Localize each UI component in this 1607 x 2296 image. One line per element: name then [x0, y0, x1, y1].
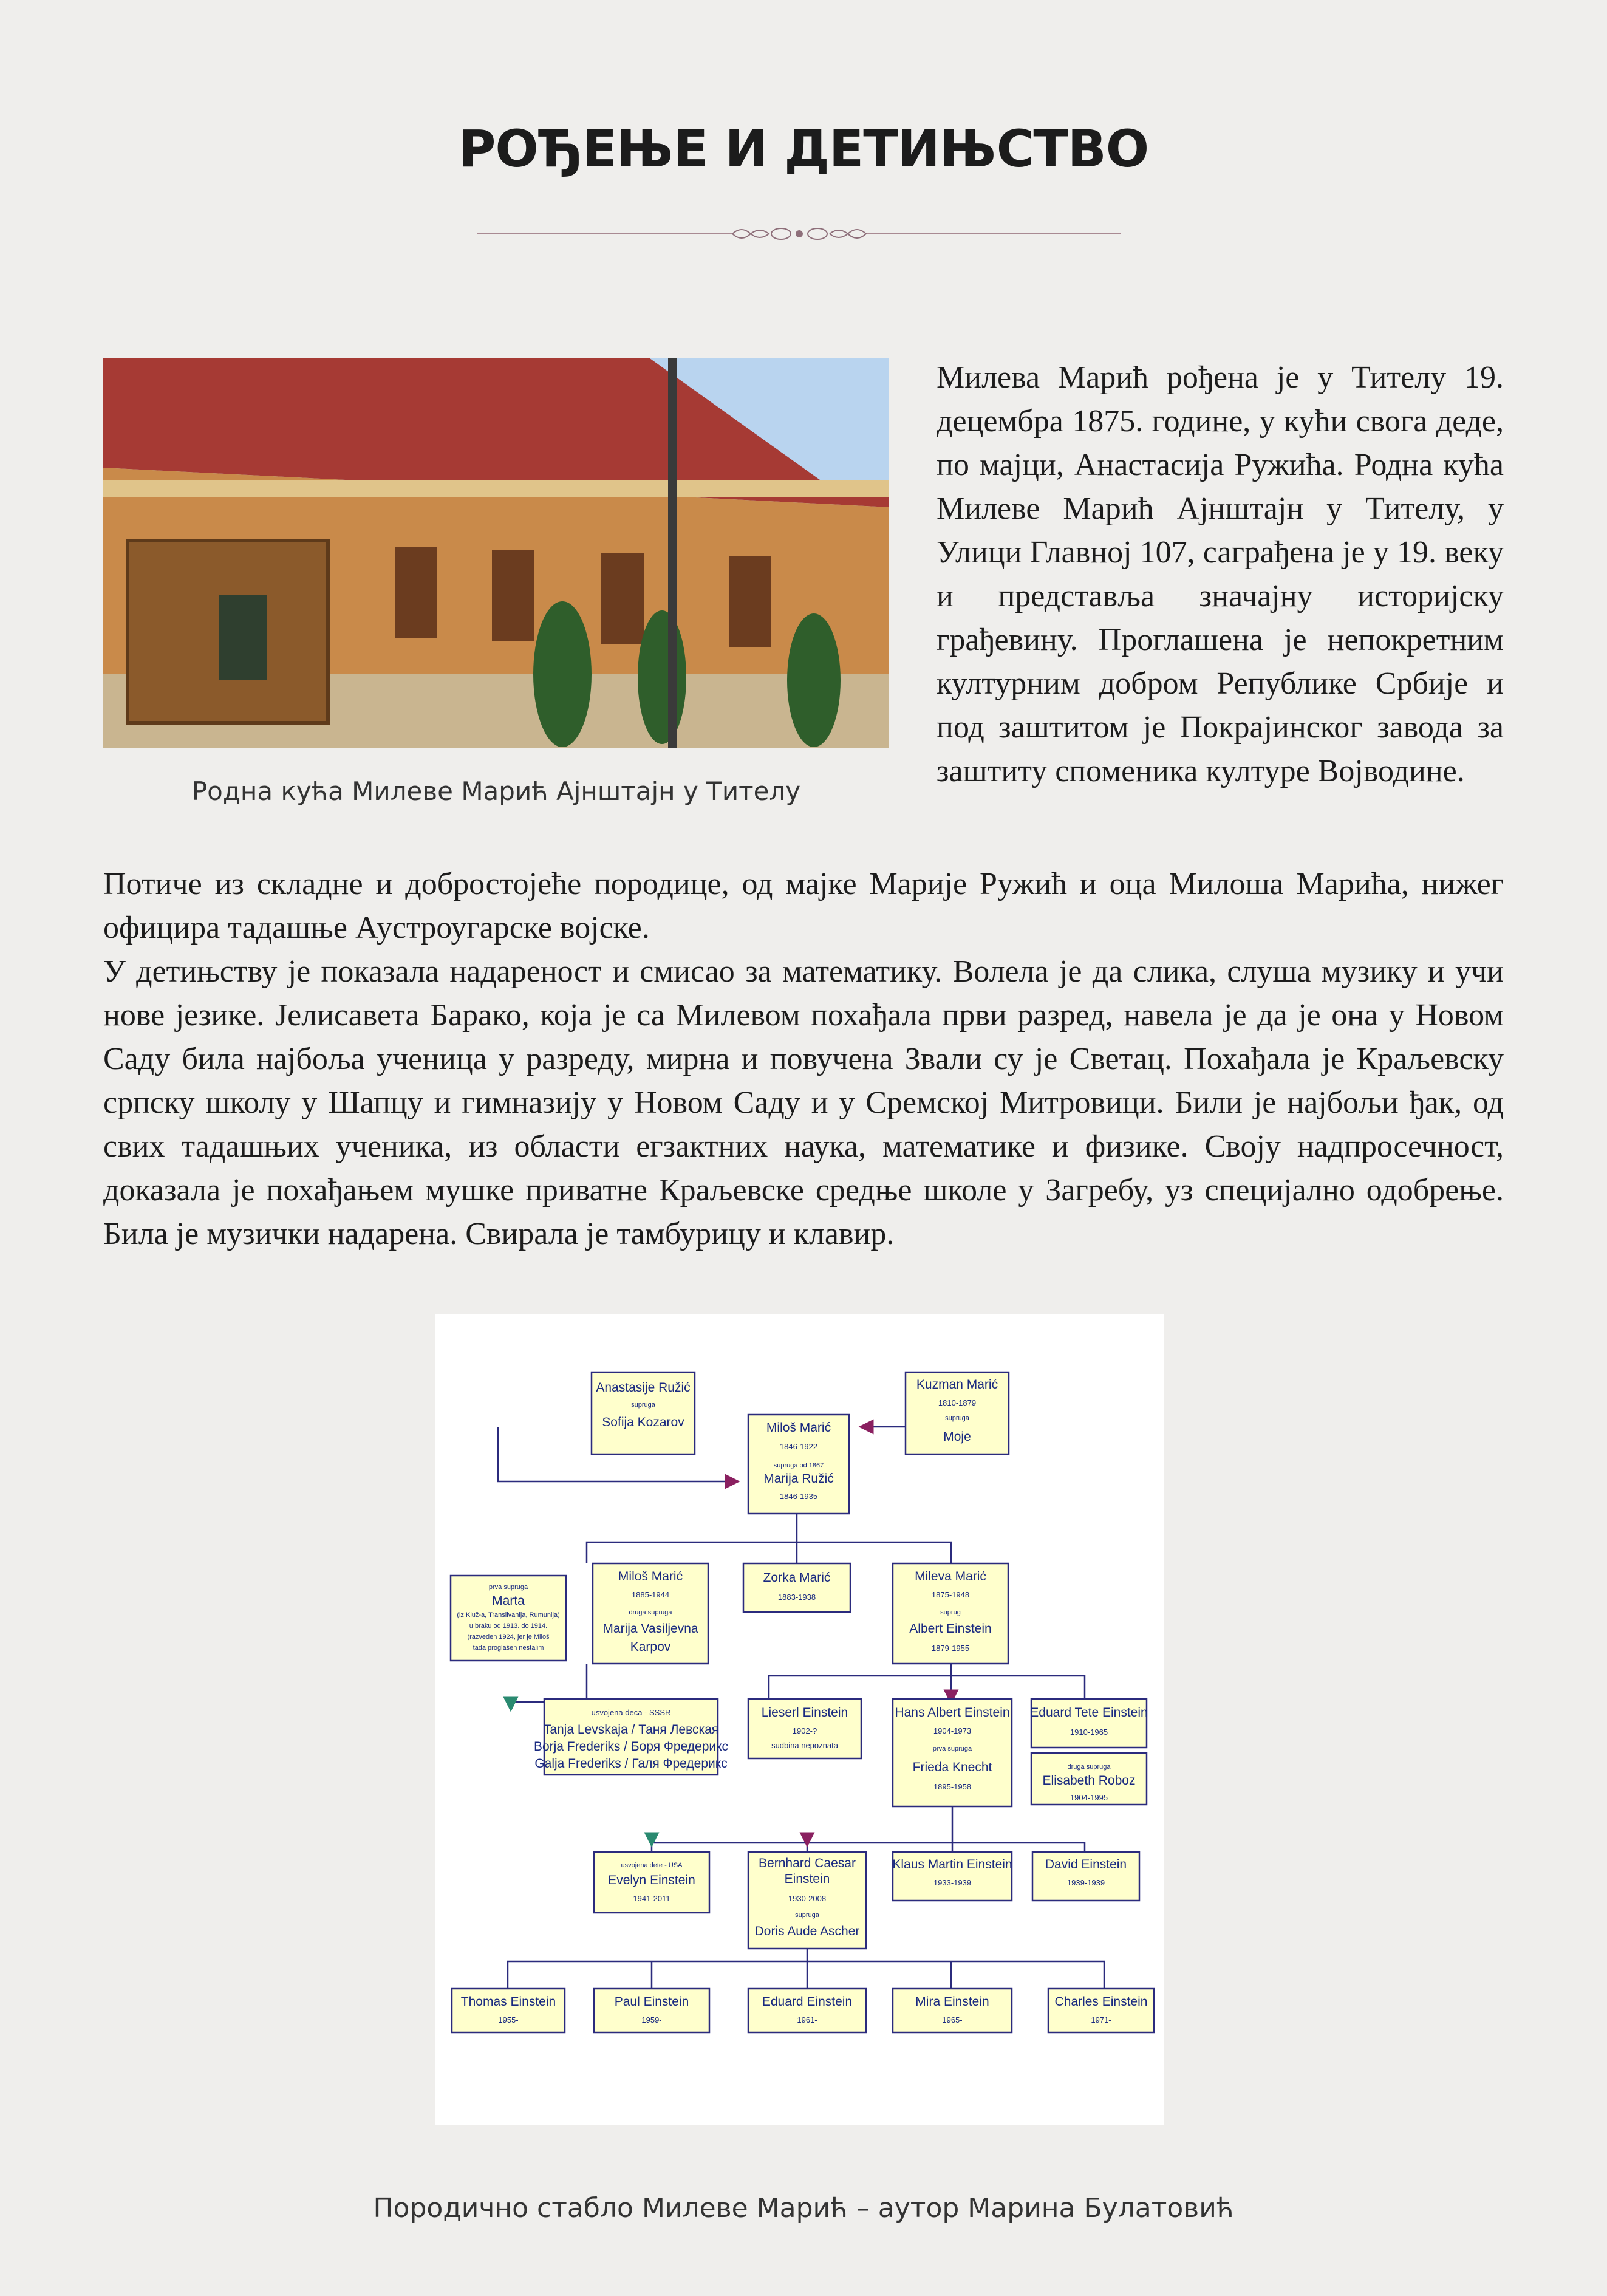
tree-node-david: [1032, 1852, 1139, 1901]
svg-text:tada proglašen nestalim: tada proglašen nestalim: [473, 1644, 544, 1652]
svg-text:Marija Ružić: Marija Ružić: [763, 1472, 834, 1486]
svg-text:Tanja Levskaja / Таня Левская: Tanja Levskaja / Таня Левская: [543, 1723, 719, 1737]
svg-text:supruga od 1867: supruga od 1867: [773, 1462, 824, 1469]
svg-text:1971-: 1971-: [1091, 2015, 1111, 2024]
svg-text:Albert Einstein: Albert Einstein: [909, 1622, 992, 1636]
tree-node-milos-maric-jr: [593, 1563, 708, 1664]
svg-text:1895-1958: 1895-1958: [933, 1782, 972, 1791]
svg-text:1933-1939: 1933-1939: [933, 1878, 972, 1887]
title-ornament-divider: [477, 219, 1121, 249]
svg-text:Karpov: Karpov: [630, 1640, 671, 1654]
family-paragraph: Потиче из складне и добростојеће породице, од мајке Марије Ружић и оца Милоша Марића, нижег официра тадашње Аустроугарске војске.: [103, 867, 1504, 945]
tree-node-eduard: [748, 1989, 866, 2032]
svg-text:1875-1948: 1875-1948: [931, 1590, 970, 1599]
page-title: РОЂЕЊЕ И ДЕТИЊСТВО: [458, 119, 1149, 179]
tree-node-lieserl: [748, 1699, 861, 1758]
tree-node-eduard-tete: [1030, 1699, 1147, 1748]
tree-node-adopted-ussr: [534, 1699, 728, 1775]
svg-text:Marta: Marta: [492, 1594, 525, 1608]
svg-text:Klaus Martin Einstein: Klaus Martin Einstein: [892, 1857, 1012, 1871]
svg-text:Miloš Marić: Miloš Marić: [766, 1421, 831, 1435]
svg-text:Marija Vasiljevna: Marija Vasiljevna: [602, 1622, 698, 1636]
svg-text:David Einstein: David Einstein: [1045, 1857, 1127, 1871]
svg-text:prva supruga: prva supruga: [932, 1745, 972, 1752]
birth-house-photo: [103, 358, 889, 748]
svg-text:druga supruga: druga supruga: [1067, 1763, 1111, 1771]
svg-text:Zorka Marić: Zorka Marić: [763, 1571, 831, 1585]
tree-node-bernhard: [748, 1852, 866, 1949]
svg-text:usvojena dete - USA: usvojena dete - USA: [621, 1862, 683, 1869]
svg-text:Lieserl Einstein: Lieserl Einstein: [761, 1706, 848, 1720]
svg-text:1846-1935: 1846-1935: [779, 1492, 818, 1501]
svg-text:1904-1973: 1904-1973: [933, 1726, 972, 1735]
family-tree-diagram: [435, 1314, 1164, 2125]
svg-text:1810-1879: 1810-1879: [938, 1398, 977, 1407]
childhood-paragraph: У детињству је показала надареност и смисао за математику. Волела је да слика, слуша музику и учи нове језике. Јелисавета Барако, која је са Милевом похађала први разред, навела је да је она у Новом Саду била најбоља ученица у разреду, мирна и повучена Звали су је Светац. Похађала је Краљевску српску школу у Шапцу и гимназију у Новом Саду и у Сремској Митровици. Били је најбољи ђак, од свих тадашњих ученика, из области егзактних наука, математике и физике. Своју надпросечност, доказала је похађањем мушке приватне Краљевске средње школе у Загребу, уз специјално одобрење. Била је музички надарена. Свирала је тамбурицу и клавир.: [103, 954, 1504, 1251]
svg-text:Eduard Einstein: Eduard Einstein: [762, 1995, 853, 2009]
svg-text:Galja Frederiks / Галя Фредери: Galja Frederiks / Галя Фредерикс: [534, 1757, 728, 1771]
tree-node-charles: [1048, 1989, 1154, 2032]
svg-text:supruga: supruga: [795, 1912, 819, 1919]
tree-node-klaus: [892, 1852, 1012, 1901]
edge-hans-children: [652, 1806, 1085, 1852]
svg-text:1910-1965: 1910-1965: [1070, 1727, 1108, 1737]
svg-text:druga supruga: druga supruga: [629, 1609, 672, 1616]
svg-text:supruga: supruga: [945, 1415, 969, 1422]
edge-bernhard-children: [508, 1949, 1104, 1989]
svg-text:sudbina nepoznata: sudbina nepoznata: [771, 1741, 838, 1750]
svg-text:Kuzman Marić: Kuzman Marić: [916, 1378, 998, 1392]
svg-text:Moje: Moje: [943, 1430, 971, 1444]
svg-text:u braku od 1913. do 1914.: u braku od 1913. do 1914.: [469, 1622, 548, 1630]
svg-text:(iz Kluž-a, Transilvanija, Rum: (iz Kluž-a, Transilvanija, Rumunija): [457, 1611, 560, 1619]
svg-text:Eduard Tete Einstein: Eduard Tete Einstein: [1030, 1706, 1148, 1720]
tree-node-hans-albert: [893, 1699, 1012, 1806]
family-tree-image: [435, 1314, 1164, 2125]
tree-node-zorka: [743, 1563, 850, 1612]
svg-text:Miloš Marić: Miloš Marić: [618, 1570, 683, 1584]
svg-text:1885-1944: 1885-1944: [631, 1590, 670, 1599]
svg-text:1955-: 1955-: [498, 2015, 519, 2024]
svg-text:Evelyn Einstein: Evelyn Einstein: [608, 1873, 695, 1887]
svg-text:1930-2008: 1930-2008: [788, 1894, 827, 1903]
svg-text:(razveden 1924, jer je Miloš: (razveden 1924, jer je Miloš: [467, 1633, 550, 1641]
svg-text:1965-: 1965-: [942, 2015, 963, 2024]
svg-text:Anastasije Ružić: Anastasije Ružić: [596, 1381, 691, 1395]
svg-text:Sofija Kozarov: Sofija Kozarov: [602, 1415, 684, 1429]
svg-text:1902-?: 1902-?: [792, 1726, 817, 1735]
svg-text:Thomas Einstein: Thomas Einstein: [460, 1995, 556, 2009]
tree-node-milos-maric-sr: [748, 1415, 849, 1514]
tree-node-paul: [594, 1989, 709, 2032]
photo-caption: Родна кућа Милеве Марић Ајнштајн у Тителу: [191, 776, 801, 806]
svg-text:Frieda Knecht: Frieda Knecht: [912, 1760, 992, 1774]
family-tree-caption: Породично стабло Милеве Марић – аутор Марина Булатовић: [373, 2193, 1234, 2224]
svg-text:supruga: supruga: [631, 1401, 655, 1409]
tree-node-marta: [451, 1576, 566, 1661]
svg-text:Doris Aude Ascher: Doris Aude Ascher: [754, 1924, 860, 1938]
svg-text:usvojena deca - SSSR: usvojena deca - SSSR: [591, 1708, 671, 1717]
svg-text:1941-2011: 1941-2011: [633, 1894, 670, 1903]
edge-milos-children: [587, 1514, 951, 1563]
tree-node-mira: [893, 1989, 1012, 2032]
svg-text:Bernhard Caesar: Bernhard Caesar: [759, 1856, 856, 1870]
svg-text:Mira Einstein: Mira Einstein: [915, 1995, 989, 2009]
svg-text:1846-1922: 1846-1922: [779, 1442, 818, 1451]
tree-node-thomas: [452, 1989, 565, 2032]
svg-text:prva supruga: prva supruga: [488, 1584, 528, 1591]
svg-text:Mileva Marić: Mileva Marić: [915, 1570, 986, 1584]
svg-text:Hans Albert Einstein: Hans Albert Einstein: [895, 1706, 1010, 1720]
tree-node-mileva: [893, 1563, 1008, 1664]
svg-text:Paul Einstein: Paul Einstein: [614, 1995, 689, 2009]
svg-text:Elisabeth Roboz: Elisabeth Roboz: [1042, 1774, 1136, 1788]
body-text: [103, 863, 1504, 1256]
tree-node-anastasije: [592, 1372, 695, 1454]
svg-text:1883-1938: 1883-1938: [777, 1593, 816, 1602]
svg-text:1961-: 1961-: [797, 2015, 817, 2024]
svg-text:Einstein: Einstein: [784, 1872, 830, 1886]
tree-node-elisabeth: [1031, 1753, 1147, 1805]
svg-text:Borja Frederiks / Боря Фредери: Borja Frederiks / Боря Фредерикс: [533, 1740, 729, 1754]
tree-node-kuzman: [906, 1372, 1009, 1454]
svg-text:1904-1995: 1904-1995: [1070, 1793, 1108, 1802]
svg-text:Charles Einstein: Charles Einstein: [1054, 1995, 1148, 2009]
svg-text:1879-1955: 1879-1955: [931, 1644, 970, 1653]
svg-text:1939-1939: 1939-1939: [1066, 1878, 1105, 1887]
svg-text:1959-: 1959-: [641, 2015, 662, 2024]
intro-paragraph: Милева Марић рођена је у Тителу 19. децембра 1875. године, у кући свога деде, по мајци, Анастасија Ружића. Родна кућа Милеве Марић Ајнштајн у Тителу, у Улици Главној 107, саграђена је у 19. веку и представља значајну историјску грађевину. Проглашена је непокретним културним добром Републике Србије и под заштитом је Покрајинског завода за заштиту споменика културе Војводине.: [937, 360, 1504, 788]
tree-node-evelyn: [594, 1852, 709, 1913]
svg-text:suprug: suprug: [940, 1609, 961, 1616]
